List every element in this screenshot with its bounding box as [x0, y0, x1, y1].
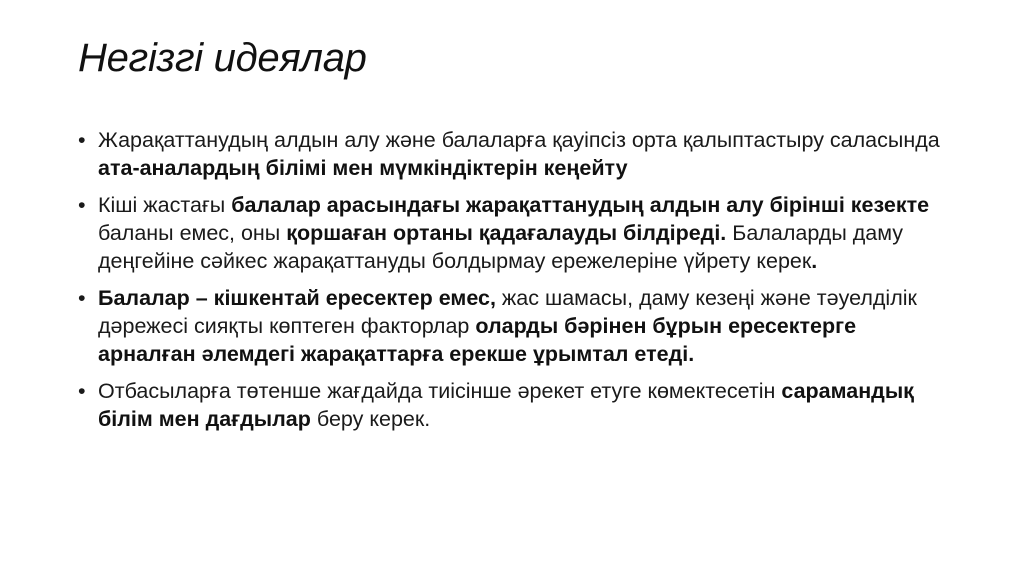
bold-segment: . [811, 249, 818, 273]
bullet-dot-icon: • [78, 193, 86, 217]
bold-segment: оларды бәрінен бұрын ересектерге арналған әлемдегі жарақаттарға ерекше ұрымтал етеді. [98, 314, 857, 366]
slide-title: Негізгі идеялар [78, 36, 367, 80]
bold-segment: сарамандық білім мен дағдылар [98, 379, 914, 431]
bullet-item-2 [78, 191, 958, 275]
bold-segment: Балалар – кішкентай ересектер емес, [98, 286, 496, 310]
text-segment: беру керек. [310, 407, 431, 431]
bullet-text [98, 128, 940, 180]
bullet-item-4 [78, 377, 958, 433]
text-segment: Отбасыларға төтенше жағдайда тиісінше әрекет етуге көмектесетін [98, 379, 782, 403]
bullet-list [78, 126, 958, 442]
bullet-text [98, 193, 929, 273]
bullet-dot-icon: • [78, 379, 86, 403]
bullet-dot-icon: • [78, 286, 86, 310]
bullet-item-1 [78, 126, 958, 182]
bold-segment: балалар арасындағы жарақаттанудың алдын алу бірінші кезекте [231, 193, 930, 217]
bold-segment: ата-аналардың білімі мен мүмкіндіктерін кеңейту [98, 156, 628, 180]
bullet-dot-icon: • [78, 128, 86, 152]
bullet-text [98, 286, 917, 366]
text-segment: Балаларды даму деңгейіне сәйкес жарақаттануды болдырмау ережелеріне үйрету керек [98, 221, 904, 273]
bullet-item-3 [78, 284, 958, 368]
text-segment: баланы емес, оны [98, 221, 287, 245]
text-segment: Кіші жастағы [98, 193, 232, 217]
text-segment: Жарақаттанудың алдын алу және балаларға қауіпсіз орта қалыптастыру саласында [98, 128, 940, 152]
bullet-text [98, 379, 914, 431]
text-segment: жас шамасы, даму кезеңі және тәуелділік дәрежесі сияқты көптеген факторлар [98, 286, 917, 338]
bold-segment: қоршаған ортаны қадағалауды білдіреді. [286, 221, 727, 245]
